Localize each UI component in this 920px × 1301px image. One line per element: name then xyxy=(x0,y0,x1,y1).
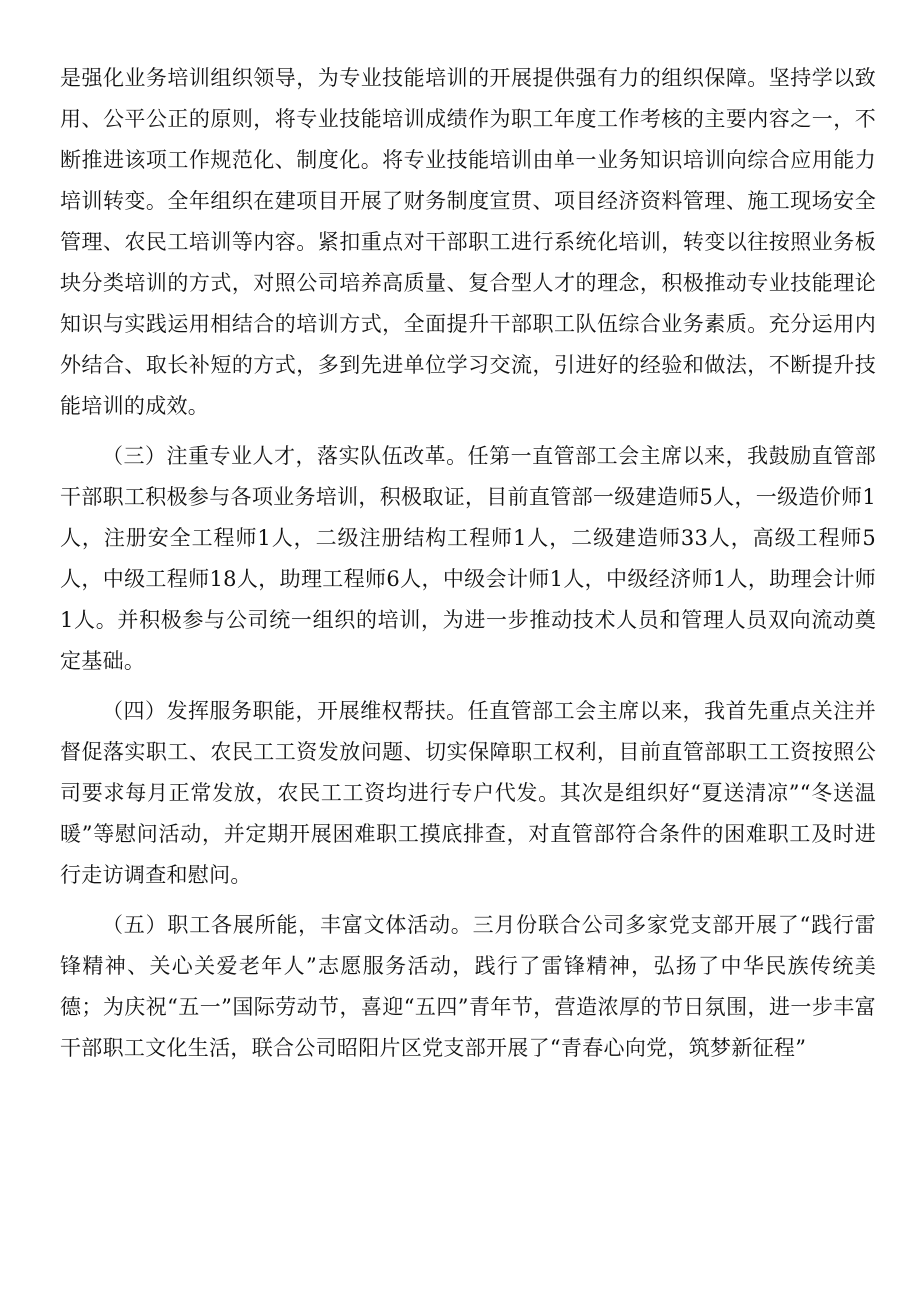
paragraph-professional-talent: （三）注重专业人才，落实队伍改革。任第一直管部工会主席以来，我鼓励直管部干部职工积极参与各项业务培训，积极取证，目前直管部一级建造师5人，一级造价师1人，注册安全工程师1人，二级注册结构工程师1人，二级建造师33人，高级工程师5人，中级工程师18人，助理工程师6人，中级会计师1人，中级经济师1人，助理会计师1人。并积极参与公司统一组织的培训，为进一步推动技术人员和管理人员双向流动奠定基础。 xyxy=(60,444,876,673)
paragraph-service-rights: （四）发挥服务职能，开展维权帮扶。任直管部工会主席以来，我首先重点关注并督促落实职工、农民工工资发放问题、切实保障职工权利，目前直管部职工工资按照公司要求每月正常发放，农民工工资均进行专户代发。其次是组织好“夏送清凉”“冬送温暖”等慰问活动，并定期开展困难职工摸底排查，对直管部符合条件的困难职工及时进行走访调查和慰问。 xyxy=(60,699,876,887)
paragraph-cultural-activities: （五）职工各展所能，丰富文体活动。三月份联合公司多家党支部开展了“践行雷锋精神、关心关爱老年人”志愿服务活动，践行了雷锋精神，弘扬了中华民族传统美德；为庆祝“五一”国际劳动节，喜迎“五四”青年节，营造浓厚的节日氛围，进一步丰富干部职工文化生活，联合公司昭阳片区党支部开展了“青春心向党，筑梦新征程” xyxy=(60,913,876,1060)
paragraph-training-organization: 是强化业务培训组织领导，为专业技能培训的开展提供强有力的组织保障。坚持学以致用、公平公正的原则，将专业技能培训成绩作为职工年度工作考核的主要内容之一，不断推进该项工作规范化、制度化。将专业技能培训由单一业务知识培训向综合应用能力培训转变。全年组织在建项目开展了财务制度宣贯、项目经济资料管理、施工现场安全管理、农民工培训等内容。紧扣重点对干部职工进行系统化培训，转变以往按照业务板块分类培训的方式，对照公司培养高质量、复合型人才的理念，积极推动专业技能理论知识与实践运用相结合的培训方式，全面提升干部职工队伍综合业务素质。充分运用内外结合、取长补短的方式，多到先进单位学习交流，引进好的经验和做法，不断提升技能培训的成效。 xyxy=(60,66,876,418)
